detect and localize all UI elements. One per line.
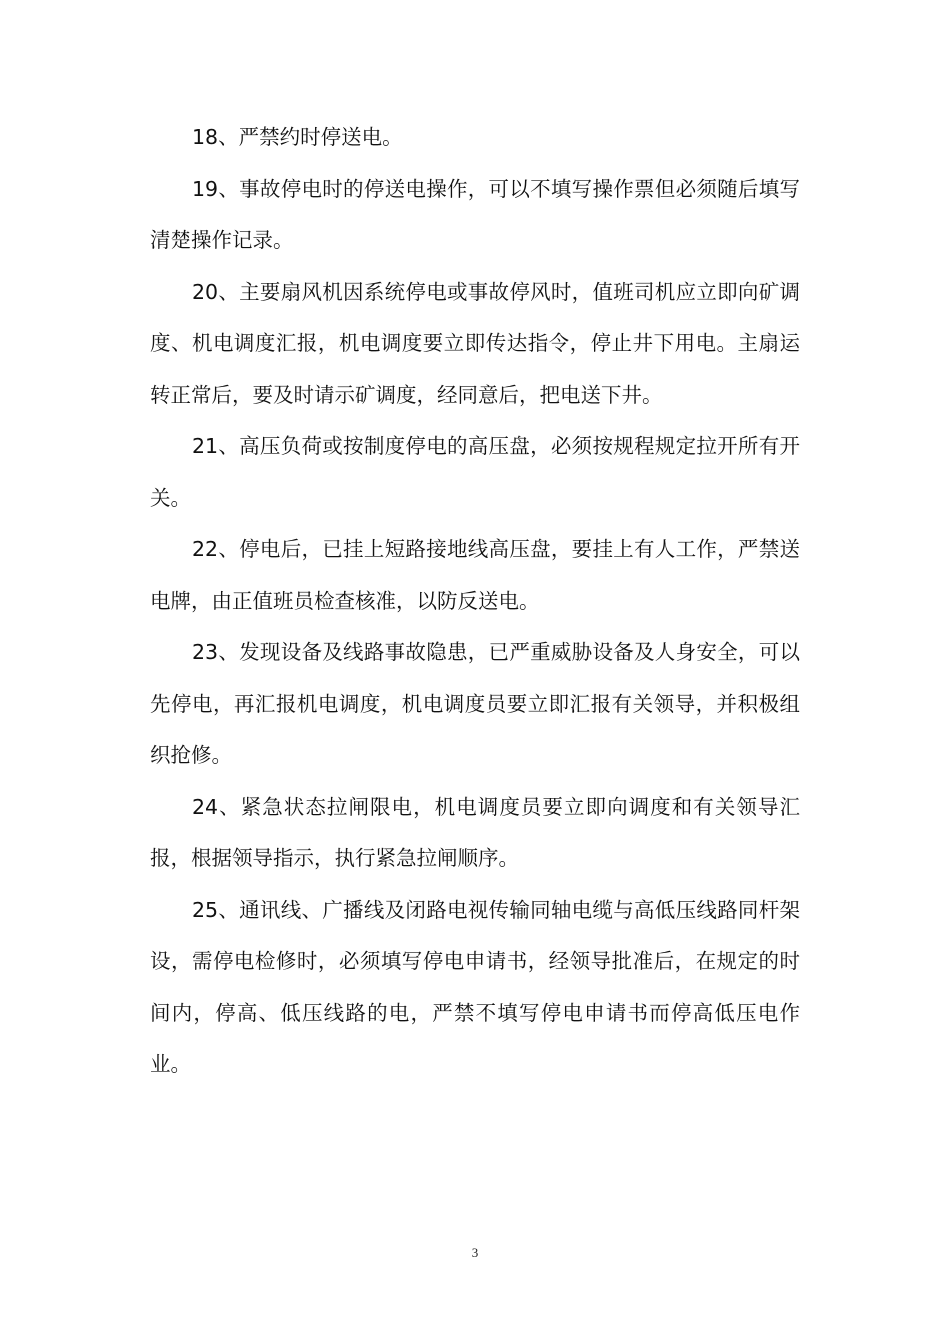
document-body <box>150 112 800 1091</box>
paragraph-item-24: 24、紧急状态拉闸限电，机电调度员要立即向调度和有关领导汇报，根据领导指示，执行紧急拉闸顺序。 <box>150 794 800 870</box>
paragraph-item-22: 22、停电后，已挂上短路接地线高压盘，要挂上有人工作，严禁送电牌，由正值班员检查核准，以防反送电。 <box>150 537 800 613</box>
paragraph-item-20: 20、主要扇风机因系统停电或事故停风时，值班司机应立即向矿调度、机电调度汇报，机电调度要立即传达指令，停止井下用电。主扇运转正常后，要及时请示矿调度，经同意后，把电送下井。 <box>150 279 800 407</box>
paragraph-item-25: 25、通讯线、广播线及闭路电视传输同轴电缆与高低压线路同杆架设，需停电检修时，必须填写停电申请书，经领导批准后，在规定的时间内，停高、低压线路的电，严禁不填写停电申请书而停高低压电作业。 <box>150 897 800 1076</box>
paragraph-item-21: 21、高压负荷或按制度停电的高压盘，必须按规程规定拉开所有开关。 <box>150 434 800 510</box>
paragraph-item-18: 18、严禁约时停送电。 <box>192 125 403 149</box>
page-number: 3 <box>471 1245 479 1260</box>
paragraph-item-19: 19、事故停电时的停送电操作，可以不填写操作票但必须随后填写清楚操作记录。 <box>150 176 800 252</box>
paragraph-item-23: 23、发现设备及线路事故隐患，已严重威胁设备及人身安全，可以先停电，再汇报机电调度，机电调度员要立即汇报有关领导，并积极组织抢修。 <box>150 640 800 767</box>
